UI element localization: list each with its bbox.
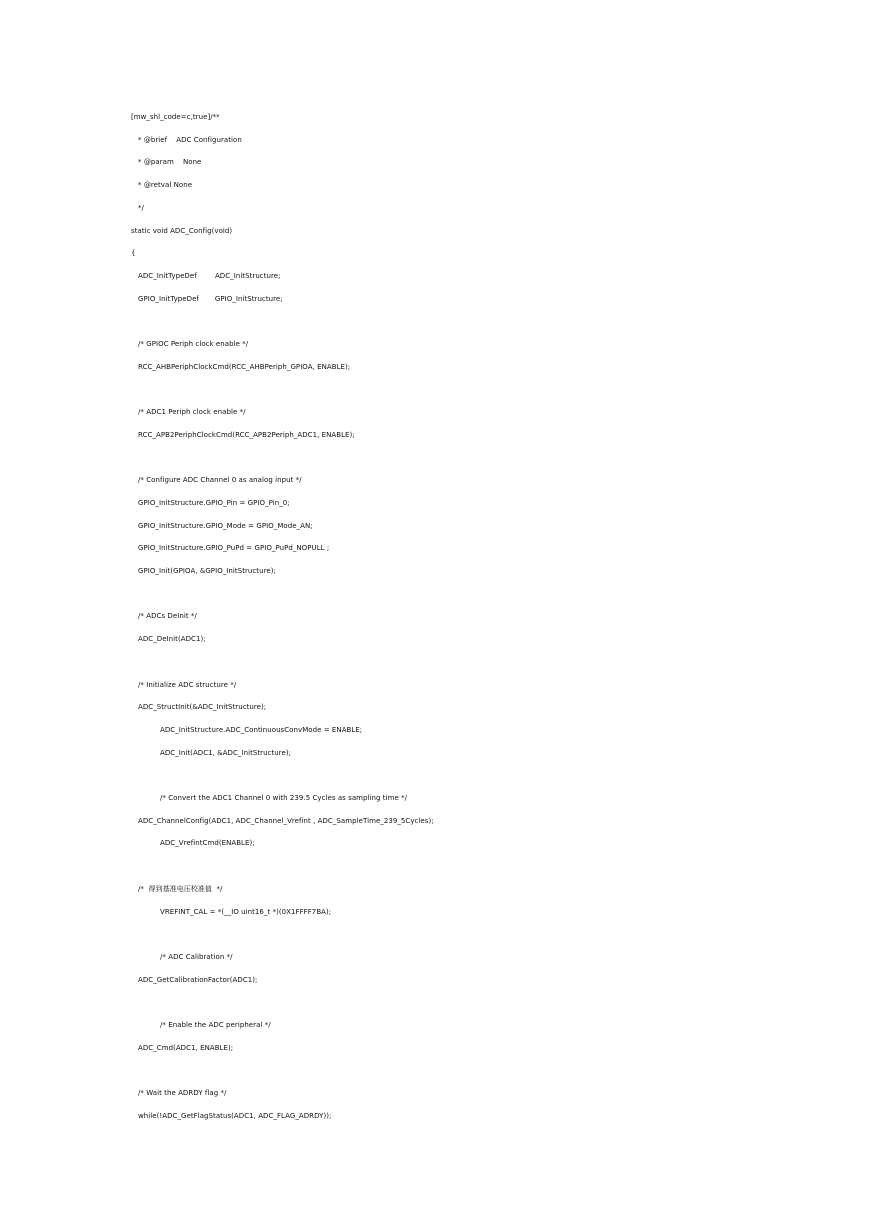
code-line: { [131,249,136,257]
code-line: GPIO_InitStructure.GPIO_Mode = GPIO_Mode_AN; [138,522,313,530]
code-line: ADC_InitStructure.ADC_ContinuousConvMode = ENABLE; [160,726,363,734]
code-line: GPIO_InitStructure.GPIO_Pin = GPIO_Pin_0; [138,499,290,507]
code-line: static void ADC_Config(void) [131,227,233,235]
code-line: ADC_StructInit(&ADC_InitStructure); [138,703,267,711]
code-line: GPIO_InitTypeDef GPIO_InitStructure; [138,295,283,303]
code-line: ADC_VrefintCmd(ENABLE); [160,839,255,847]
code-line: /* Configure ADC Channel 0 as analog input */ [138,476,302,484]
code-line: while(!ADC_GetFlagStatus(ADC1, ADC_FLAG_ADRDY)); [138,1112,332,1120]
code-line: /* ADC1 Periph clock enable */ [138,408,246,416]
code-line: /* Initialize ADC structure */ [138,681,237,689]
code-line: [mw_shl_code=c,true]/** [131,113,220,121]
code-line: * @param None [138,158,202,166]
code-line: GPIO_Init(GPIOA, &GPIO_InitStructure); [138,567,276,575]
code-line: /* Enable the ADC peripheral */ [160,1021,271,1029]
code-line: GPIO_InitStructure.GPIO_PuPd = GPIO_PuPd_NOPULL ; [138,544,330,552]
code-line: ADC_InitTypeDef ADC_InitStructure; [138,272,281,280]
code-line: /* 得到基准电压校准值 */ [138,885,223,893]
code-line: /* Wait the ADRDY flag */ [138,1089,227,1097]
code-line: /* GPIOC Periph clock enable */ [138,340,249,348]
code-line: RCC_AHBPeriphClockCmd(RCC_AHBPeriph_GPIOA, ENABLE); [138,363,351,371]
code-line: ADC_Cmd(ADC1, ENABLE); [138,1044,234,1052]
code-line: /* Convert the ADC1 Channel 0 with 239.5 Cycles as sampling time */ [160,794,408,802]
code-line: /* ADCs DeInit */ [138,612,197,620]
code-line: ADC_ChannelConfig(ADC1, ADC_Channel_Vrefint , ADC_SampleTime_239_5Cycles); [138,817,434,825]
code-line: ADC_Init(ADC1, &ADC_InitStructure); [160,749,292,757]
code-line: */ [138,204,144,212]
code-line: ADC_DeInit(ADC1); [138,635,206,643]
code-line: VREFINT_CAL = *(__IO uint16_t *)(0X1FFFF7BA); [160,908,332,916]
code-line: /* ADC Calibration */ [160,953,233,961]
code-line: ADC_GetCalibrationFactor(ADC1); [138,976,258,984]
code-line: RCC_APB2PeriphClockCmd(RCC_APB2Periph_ADC1, ENABLE); [138,431,355,439]
code-line: * @brief ADC Configuration [138,136,242,144]
code-line: * @retval None [138,181,193,189]
